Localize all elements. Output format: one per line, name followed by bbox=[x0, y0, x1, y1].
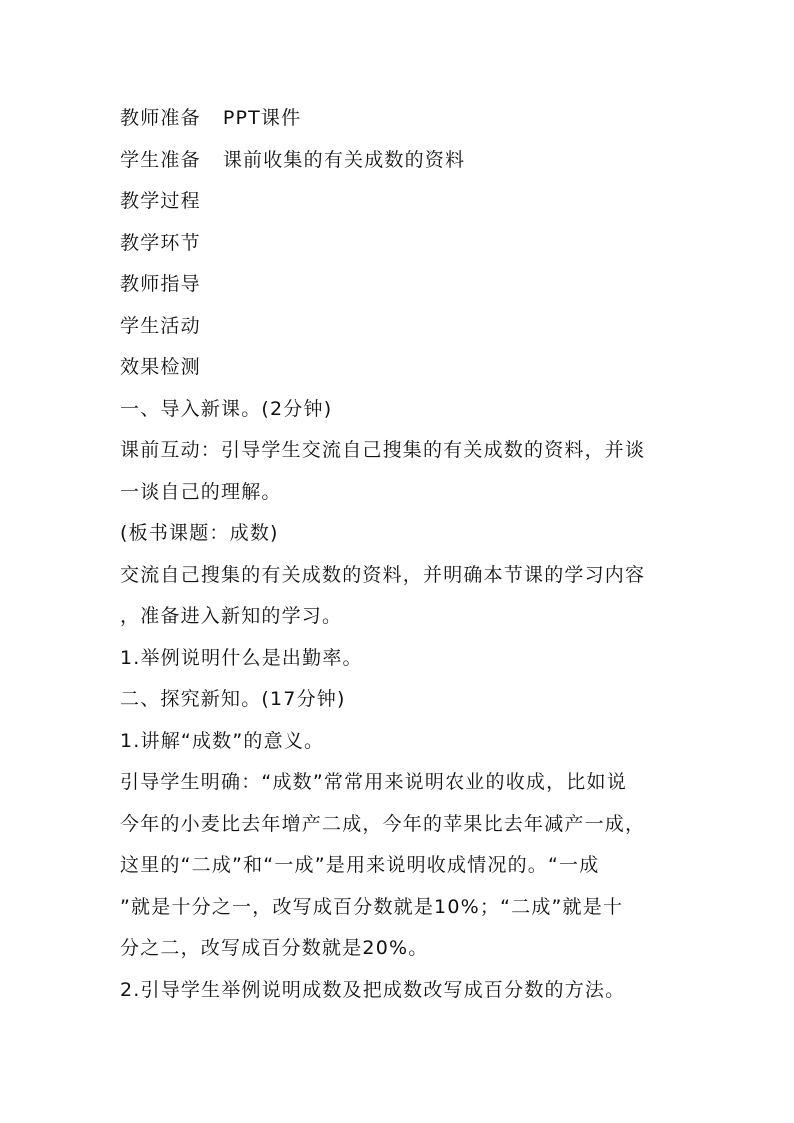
text-line: 效果检测 bbox=[120, 356, 201, 378]
text-line: 交流自己搜集的有关成数的资料，并明确本节课的学习内容 bbox=[120, 563, 646, 586]
text-line: 课前互动：引导学生交流自己搜集的有关成数的资料，并谈 bbox=[120, 439, 646, 461]
student-prep-label: 学生准备 bbox=[120, 148, 201, 171]
text-line: 教师指导 bbox=[120, 273, 201, 295]
text-line: 2.引导学生举例说明成数及把成数改写成百分数的方法。 bbox=[120, 978, 626, 1001]
section-heading: 一、导入新课。(2分钟) bbox=[120, 397, 333, 420]
text-line: (板书课题：成数) bbox=[120, 522, 279, 544]
text-line: 学生活动 bbox=[120, 314, 201, 337]
text-line: 教学环节 bbox=[120, 231, 201, 254]
teacher-prep-value: PPT课件 bbox=[222, 107, 302, 129]
text-line: 一谈自己的理解。 bbox=[120, 480, 282, 503]
text-line: 引导学生明确：“成数”常常用来说明农业的收成，比如说 bbox=[120, 771, 627, 793]
teacher-prep-label: 教师准备 bbox=[120, 107, 201, 129]
text-line: 今年的小麦比去年增产二成，今年的苹果比去年减产一成， bbox=[120, 812, 646, 835]
document-body bbox=[120, 98, 680, 1011]
student-prep-line bbox=[120, 140, 680, 182]
section-heading: 二、探究新知。(17分钟) bbox=[120, 688, 346, 710]
text-line: 这里的“二成”和“一成”是用来说明收成情况的。“一成 bbox=[120, 854, 600, 876]
text-line: 1.举例说明什么是出勤率。 bbox=[120, 646, 363, 669]
teacher-prep-line bbox=[120, 98, 680, 140]
student-prep-value: 课前收集的有关成数的资料 bbox=[222, 148, 466, 171]
text-line: ，准备进入新知的学习。 bbox=[120, 605, 343, 627]
text-line: 1.讲解“成数”的意义。 bbox=[120, 729, 325, 752]
text-line: ”就是十分之一，改写成百分数就是10%；“二成”就是十 bbox=[120, 895, 624, 918]
text-line: 教学过程 bbox=[120, 190, 201, 212]
text-line: 分之二，改写成百分数就是20%。 bbox=[120, 937, 429, 959]
